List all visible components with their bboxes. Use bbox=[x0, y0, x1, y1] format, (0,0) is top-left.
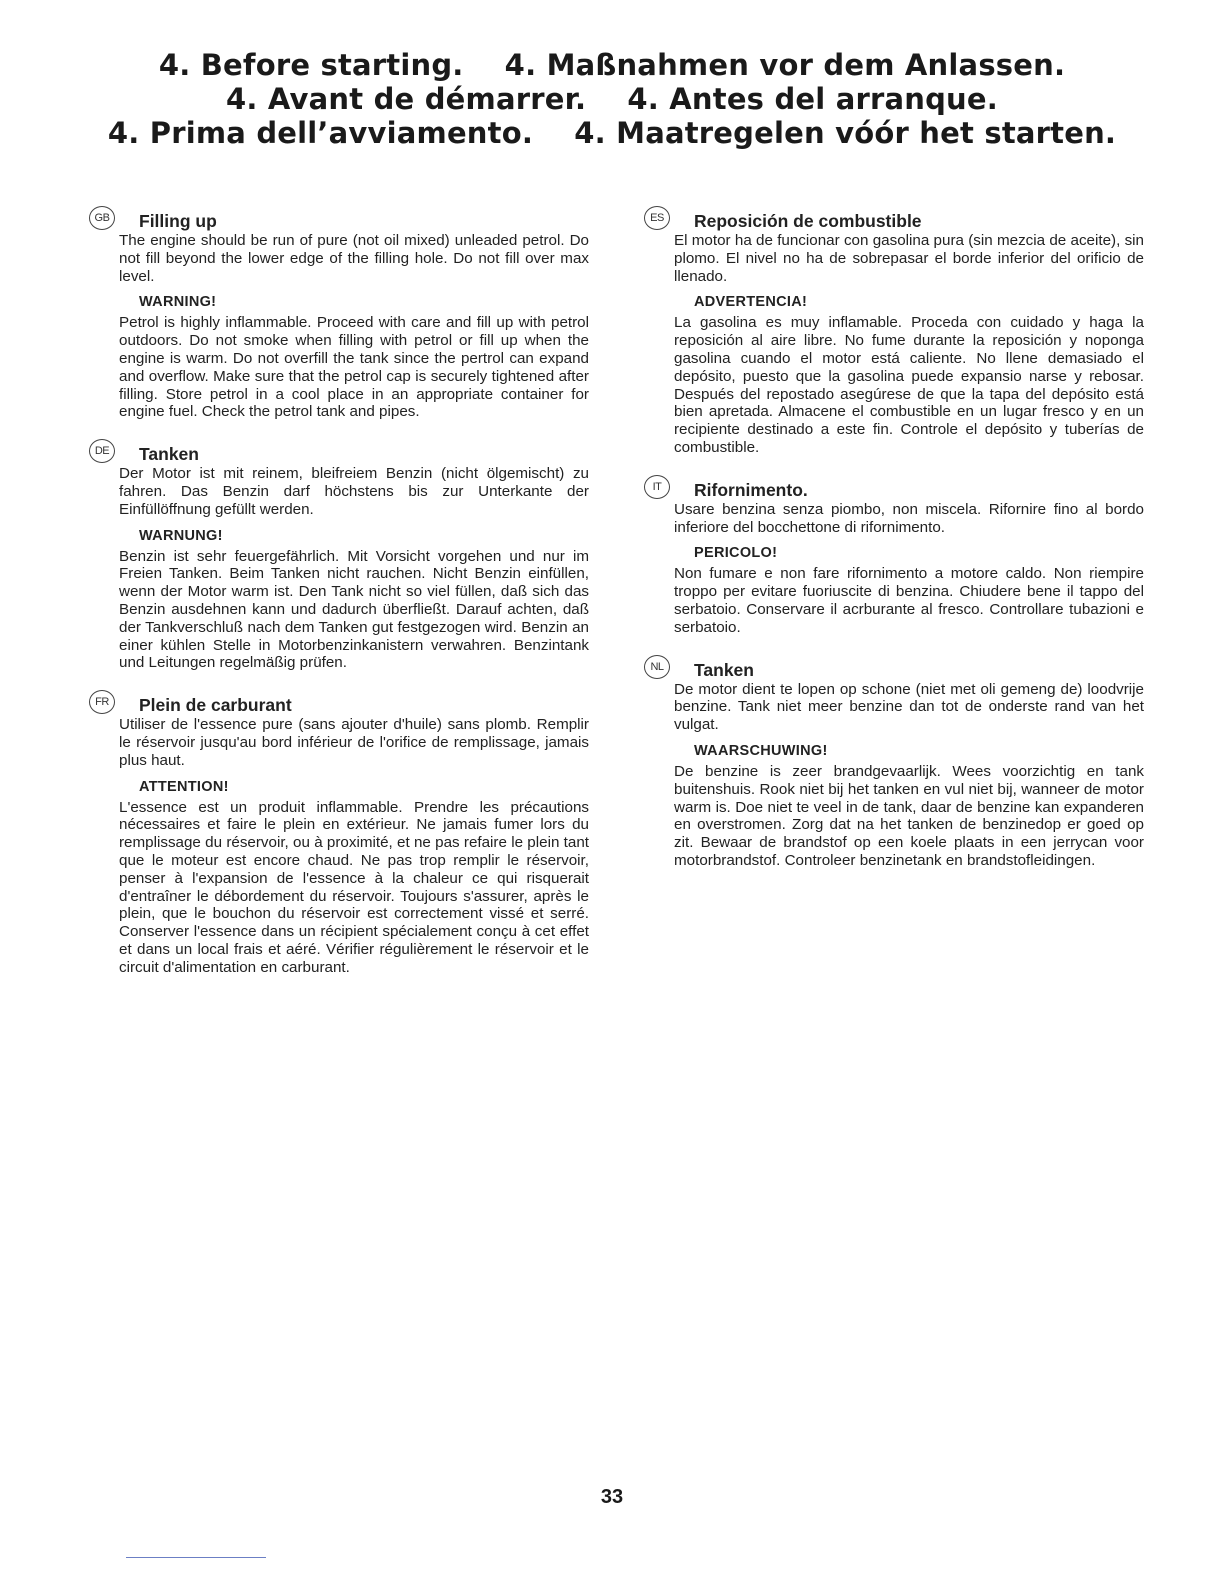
section-title: Tanken bbox=[139, 444, 199, 465]
page-number: 33 bbox=[600, 1486, 624, 1508]
section-intro: Utiliser de l'essence pure (sans ajouter d'huile) sans plomb. Remplir le réservoir jusqu'au bord inférieur de l'orifice de remplissage, jamais plus haut. bbox=[119, 716, 589, 769]
warning-title: WARNING! bbox=[139, 294, 217, 311]
warning-title: ATTENTION! bbox=[139, 778, 229, 795]
language-badge-fr: FR bbox=[89, 690, 115, 714]
warning-title: ADVERTENCIA! bbox=[694, 294, 808, 311]
warning-title: WARNUNG! bbox=[139, 527, 223, 544]
section-intro: The engine should be run of pure (not oil mixed) unleaded petrol. Do not fill beyond the lower edge of the filling hole. Do not fill over max level. bbox=[119, 232, 589, 285]
footer-link-underline bbox=[126, 1557, 266, 1558]
section-title: Plein de carburant bbox=[139, 695, 292, 716]
section-title: Filling up bbox=[139, 211, 217, 231]
section-title: Reposición de combustible bbox=[694, 211, 922, 231]
section-de bbox=[94, 443, 589, 672]
section-it bbox=[652, 479, 1144, 637]
section-gb bbox=[94, 210, 589, 421]
warning-text: Non fumare e non fare rifornimento a motore caldo. Non riempire troppo per evitare fuoriuscite di benzina. Chiudere bene il tappo del serbatoio. Conservare il acrburante al fresco. Controllare tubazioni e serbatoio. bbox=[674, 565, 1144, 636]
warning-title: PERICOLO! bbox=[694, 545, 778, 562]
warning-text: La gasolina es muy inflamable. Proceda con cuidado y haga la reposición al aire libre. No fume durante la reposición y noponga gasolina cuando el motor está caliente. No llene demasiado el depósito, puesto que la gasolina puede expansio narse y rebosar. Después del repostado asegúrese de que la tapa del depósito está bien apretada. Almacene el combustible en un lugar fresco y en un recipiente destinado a este fin. Controle el depósito y tuberías de combustible. bbox=[674, 314, 1144, 456]
title-line-2: 4. Avant de démarrer. 4. Antes del arranque. bbox=[226, 82, 998, 116]
section-intro: Der Motor ist mit reinem, bleifreiem Benzin (nicht ölgemischt) zu fahren. Das Benzin darf höchstens bis zur Unterkante der Einfüllöffnung gefüllt werden. bbox=[119, 465, 589, 518]
right-column bbox=[650, 210, 1144, 892]
left-column bbox=[94, 210, 589, 999]
warning-text: L'essence est un produit inflammable. Prendre les précautions nécessaires et faire le plein en extérieur. Ne jamais fumer lors du remplissage du réservoir, ou à proximité, et ne pas refaire le plein tant que le moteur est encore chaud. Ne pas trop remplir le réservoir, penser à l'expansion de l'essence à la chaleur ce qui risquerait d'entraîner le débordement du réservoir. Toujours s'assurer, après le plein, que le bouchon du réservoir est correctement vissé et serré. Conserver l'essence dans un récipient spécialement conçu à cet effet et dans un local frais et aéré. Vérifier régulièrement le réservoir et le circuit d'alimentation en carburant. bbox=[119, 798, 589, 976]
section-nl bbox=[650, 659, 1144, 870]
section-fr bbox=[95, 694, 589, 976]
warning-title: WAARSCHUWING! bbox=[694, 742, 828, 759]
title-line-3: 4. Prima dell’avviamento. 4. Maatregelen vóór het starten. bbox=[107, 116, 1117, 150]
section-intro: Usare benzina senza piombo, non miscela. Rifornire fino al bordo inferiore del bocchettone di rifornimento. bbox=[674, 500, 1144, 536]
language-badge-es: ES bbox=[644, 206, 670, 230]
section-intro: De motor dient te lopen op schone (niet met oli gemeng de) loodvrije benzine. Tank niet meer benzine dan tot de onderste rand van het vulgat. bbox=[674, 680, 1144, 734]
title-line-1: 4. Before starting. 4. Maßnahmen vor dem Anlassen. bbox=[158, 48, 1066, 82]
section-title: Tanken bbox=[694, 659, 754, 680]
language-badge-gb: GB bbox=[89, 206, 115, 230]
section-intro: El motor ha de funcionar con gasolina pura (sin mezcia de aceite), sin plomo. El nivel no ha de sobrepasar el borde inferior del orificio de llenado. bbox=[674, 232, 1144, 285]
language-badge-nl: NL bbox=[644, 655, 670, 679]
warning-text: Petrol is highly inflammable. Proceed with care and fill up with petrol outdoors. Do not smoke when filling with petrol or fill up when the engine is warm. Do not overfill the tank since the pertrol can expand and overflow. Make sure that the petrol cap is securely tightened after filling. Store petrol in a cool place in an appropriate container for engine fuel. Check the petrol tank and pipes. bbox=[119, 314, 589, 421]
language-badge-de: DE bbox=[89, 439, 115, 463]
section-es bbox=[650, 210, 1144, 457]
page-title bbox=[0, 48, 1224, 150]
section-title: Rifornimento. bbox=[694, 479, 808, 500]
language-badge-it: IT bbox=[644, 475, 670, 499]
warning-text: Benzin ist sehr feuergefährlich. Mit Vorsicht vorgehen und nur im Freien Tanken. Beim Tanken nicht rauchen. Nicht Benzin einfüllen, wenn der Motor warm ist. Den Tank nicht so viel füllen, daß sich das Benzin ausdehnen kann und dadurch überfließt. Darauf achten, daß der Tankverschluß nach dem Tanken gut festgezogen wird. Benzin an einer kühlen Stelle in Motorbenzinkanistern verwahren. Benzintank und Leitungen regelmäßig prüfen. bbox=[119, 547, 589, 672]
warning-text: De benzine is zeer brandgevaarlijk. Wees voorzichtig en tank buitenshuis. Rook niet bij het tanken en vul niet bij, wanneer de motor warm is. Doe niet te veel in de tank, daar de benzine kan expanderen en overstromen. Zorg dat na het tanken de benzinedop er goed op zit. Bewaar de brandstof op een koele plaats in een jerrycan voor motorbrandstof. Controleer benzinetank en brandstofleidingen. bbox=[674, 762, 1144, 869]
